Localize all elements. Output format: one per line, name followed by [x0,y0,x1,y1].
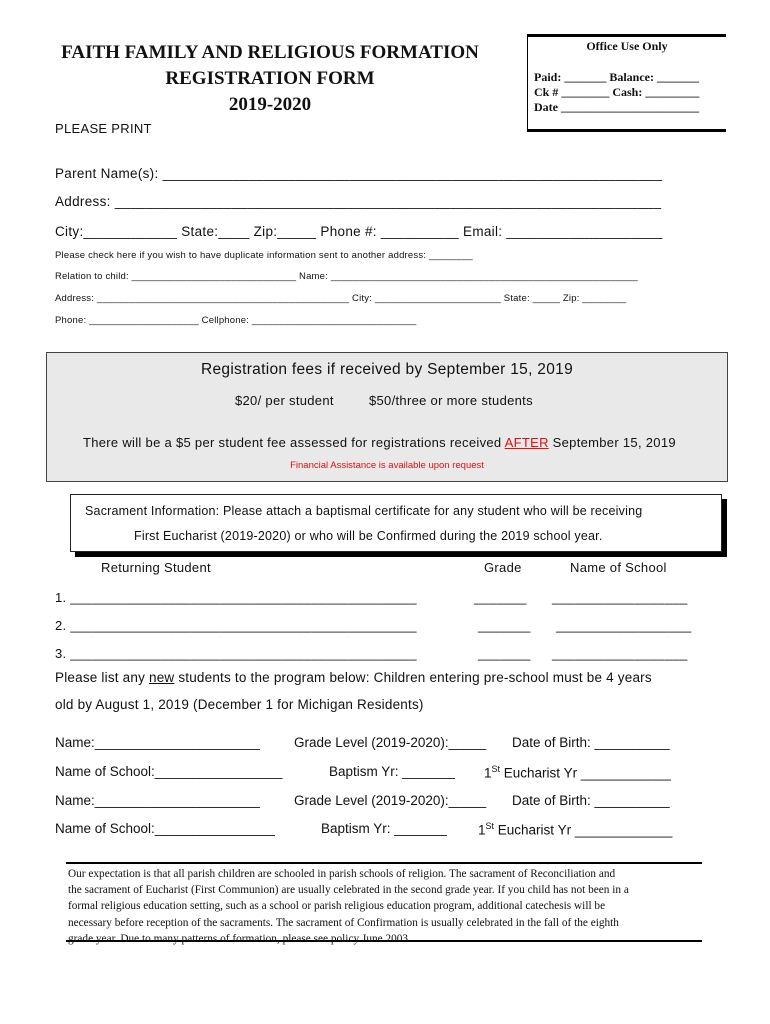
col-returning-student: Returning Student [101,560,211,575]
duplicate-check-field[interactable]: Please check here if you wish to have duplicate information sent to another address: ________ [55,250,473,261]
col-grade: Grade [484,560,522,575]
intro-new-word: new [149,670,175,685]
eucharist-num: 1 [484,765,492,781]
financial-assistance-note: Financial Assistance is available upon request [290,460,484,471]
policy-line-4: necessary before reception of the sacraments. The sacrament of Confirmation is usually celebrated in the fall of the eighth [68,916,619,929]
new-student-eucharist-1[interactable] [484,764,671,781]
late-fee-date: September 15, 2019 [548,435,676,450]
eucharist-sup: St [485,821,495,831]
policy-line-5: grade year. Due to many patterns of formation, please see policy June 2003. [68,932,411,945]
returning-school-3[interactable]: __________________ [552,646,688,661]
fee-three-or-more: $50/three or more students [369,393,533,408]
policy-line-1: Our expectation is that all parish children are schooled in parish schools of religion. The sacrament of Reconciliation and [68,868,616,880]
new-student-grade-1[interactable]: Grade Level (2019-2020):_____ [294,735,487,750]
new-student-dob-1[interactable]: Date of Birth: __________ [512,735,670,750]
intro-text-rest: students to the program below: Children entering pre-school must be 4 years [174,670,652,685]
new-student-baptism-2[interactable]: Baptism Yr: _______ [321,821,447,836]
policy-line-2: the sacrament of Eucharist (First Communion) are usually celebrated in the second grade year. If you child has not been in a [68,884,629,897]
policy-line-3: formal religious education setting, such as a school or parish religious education program, additional catechesis will be [68,900,606,913]
returning-grade-1[interactable]: _______ [474,590,527,605]
eucharist-num: 1 [478,822,486,838]
fee-per-student: $20/ per student [235,393,334,408]
sacrament-line2: First Eucharist (2019-2020) or who will be Confirmed during the 2019 school year. [134,529,603,543]
sacrament-line1: Sacrament Information: Please attach a baptismal certificate for any student who will be receiving [85,504,643,518]
form-title-line1: FAITH FAMILY AND RELIGIOUS FORMATION [61,42,479,63]
new-student-school-1[interactable]: Name of School:_________________ [55,764,283,779]
office-check-cash[interactable]: Ck # ________ Cash: _________ [534,85,700,99]
eucharist-label: Eucharist Yr ____________ [500,765,671,781]
sacrament-info-box [70,494,722,552]
policy-footer [66,862,702,945]
returning-grade-2[interactable]: _______ [478,618,531,633]
new-student-dob-2[interactable]: Date of Birth: __________ [512,793,670,808]
office-date[interactable]: Date _______________________ [534,100,699,114]
duplicate-address-field[interactable]: Address: ______________________________________________ City: _______________________ State: _____ Zip: ________ [55,293,627,304]
form-title-year: 2019-2020 [228,94,312,115]
address-field[interactable]: Address: ______________________________________________________________________ [55,194,662,209]
late-fee-note [83,435,676,450]
returning-school-1[interactable]: __________________ [552,590,688,605]
registration-fees-box [46,352,728,482]
office-paid-balance[interactable]: Paid: _______ Balance: _______ [534,70,699,84]
late-fee-text: There will be a $5 per student fee assessed for registrations received [83,435,505,450]
fees-heading: Registration fees if received by September 15, 2019 [200,361,573,378]
city-state-zip-phone-email-field[interactable]: City:____________ State:____ Zip:_____ Phone #: __________ Email: ____________________ [55,224,663,239]
please-print-label: PLEASE PRINT [55,121,152,136]
form-title-line2: REGISTRATION FORM [165,68,375,89]
office-use-heading: Office Use Only [586,39,668,53]
parent-names-field[interactable]: Parent Name(s): ________________________________________________________________ [55,166,663,181]
new-students-intro [55,670,652,685]
eucharist-sup: St [491,764,501,774]
eucharist-label: Eucharist Yr _____________ [494,822,673,838]
late-fee-after: AFTER [504,435,549,450]
returning-student-2[interactable]: 2. ______________________________________________ [55,618,417,633]
new-students-intro-line2: old by August 1, 2019 (December 1 for Michigan Residents) [55,697,424,712]
new-student-school-2[interactable]: Name of School:________________ [55,821,275,836]
returning-school-2[interactable]: __________________ [556,618,692,633]
relation-name-field[interactable]: Relation to child: ______________________________ Name: ________________________________________________________ [55,271,638,282]
new-student-grade-2[interactable]: Grade Level (2019-2020):_____ [294,793,487,808]
new-student-name-1[interactable]: Name:______________________ [55,735,260,750]
returning-grade-3[interactable]: _______ [478,646,531,661]
intro-text: Please list any [55,670,149,685]
duplicate-phone-field[interactable]: Phone: ____________________ Cellphone: ______________________________ [55,315,417,326]
returning-student-3[interactable]: 3. ______________________________________________ [55,646,417,661]
col-school: Name of School [570,560,667,575]
office-use-box [527,34,726,132]
new-student-baptism-1[interactable]: Baptism Yr: _______ [329,764,455,779]
new-student-name-2[interactable]: Name:______________________ [55,793,260,808]
returning-student-1[interactable]: 1. ______________________________________________ [55,590,417,605]
new-student-eucharist-2[interactable] [478,821,672,838]
